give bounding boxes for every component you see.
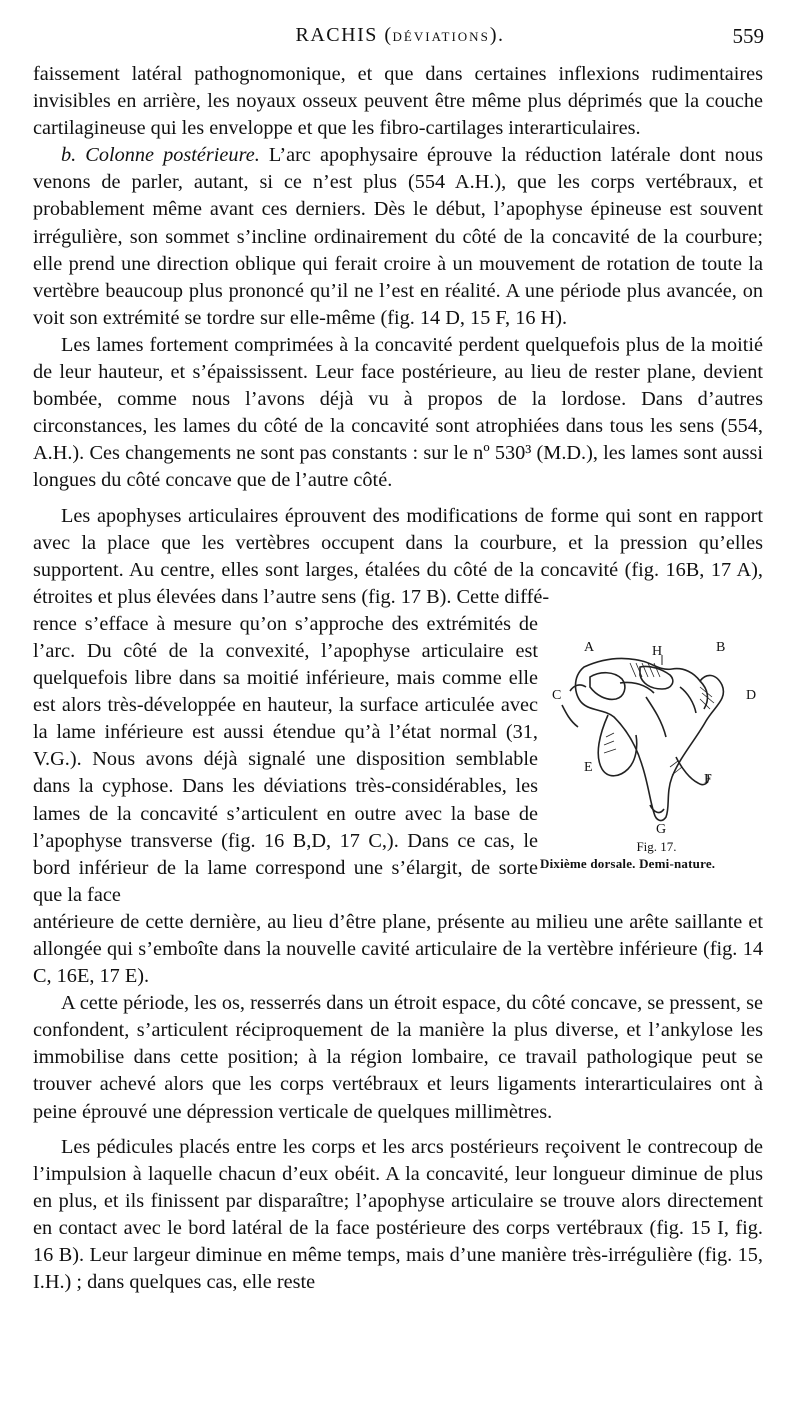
label-e: E — [584, 759, 593, 775]
paragraph-1: faissement latéral pathognomonique, et que dans certaines inflexions rudimentaires invisibles en arrière, les noyaux osseux peuvent être même plus déprimés que la couche cartilagineuse qui les enveloppe et que les fibro-cartilages interarticulaires. — [33, 63, 763, 140]
figure-caption: Dixième dorsale. Demi-nature. — [540, 855, 716, 871]
paragraph-4-wrapped: rence s’efface à mesure qu’on s’approche des extrémités de l’arc. Du côté de la convexité, l’apophyse articulaire est quelquefois libre dans sa moitié inférieure, mais comme elle est alors très-développée en hauteur, la surface articulée avec la lame inférieure est aussi étendue qu’à l’état normal (31, V.G.). Nous avons déjà signalé une disposition semblable dans la cyphose. Dans les déviations très-considérables, les lames de la concavité s’articulent en outre avec la base de l’apophyse transverse (fig. 16 B,D, 17 C,). Dans ce cas, le bord inférieur de la lame correspond une s’élargit, de sorte que la face — [33, 612, 538, 906]
running-title: RACHIS (DÉVIATIONS). — [295, 24, 505, 46]
label-d: D — [746, 687, 757, 703]
figure-17 — [538, 637, 763, 873]
paragraph-2: b. Colonne postérieure. L’arc apophysaire éprouve la réduction latérale dont nous venons de parler, autant, si ce n’est plus (554 A.H.), que les corps vertébraux, et probablement même avant ces derniers. Dès le début, l’apophyse épineuse est souvent irrégulière, son sommet s’incline ordinairement du côté de la concavité de la courbure; elle prend une direction oblique qui ferait croire à un mouvement de rotation de toute la vertèbre beaucoup plus prononcé qu’il ne l’est en réalité. A une période plus avancée, on voit son extrémité se tordre sur elle-même (fig. 14 D, 15 F, 16 H). — [33, 144, 763, 329]
section-label: b. Colonne postérieure. — [61, 144, 260, 167]
figure-wrap-block — [33, 611, 763, 909]
paragraph-4-bottom: antérieure de cette dernière, au lieu d’être plane, présente au milieu une arête saillante et allongée qui s’emboîte dans la nouvelle cavité articulaire de la vertèbre inférieure (fig. 14 C, 16E, 17 E). — [33, 910, 763, 988]
figure-number: Fig. 17. — [636, 838, 677, 854]
paragraph-5: A cette période, les os, resserrés dans un étroit espace, du côté concave, se pressent, se confondent, s’articulent réciproquement de la manière la plus diverse, et l’ankylose les immobilise dans cette position; à la région lombaire, ce travail pathologique peut se trouver achevé alors que les corps vertébraux et leurs ligaments interarticulaires ont à peine éprouvé une dépression verticale de quelques millimètres. — [33, 992, 763, 1123]
label-f: F — [704, 771, 712, 787]
label-a: A — [584, 639, 595, 655]
paragraph-3: Les lames fortement comprimées à la concavité perdent quelquefois plus de la moitié de leur hauteur, et s’épaississent. Leur face postérieure, au lieu de rester plane, devient bombée, comme nous l’avons déjà vu à propos de la lordose. Dans d’autres circonstances, les lames du côté de la concavité sont atrophiées dans tous les sens (554, A.H.). Ces changements ne sont pas constants : sur le nº 530³ (M.D.), les lames sont aussi longues du côté concave que de l’autre côté. — [33, 333, 763, 492]
page-number: 559 — [732, 24, 764, 48]
running-header — [0, 24, 800, 54]
label-h: H — [652, 643, 663, 659]
body-text — [33, 61, 763, 1296]
paragraph-6: Les pédicules placés entre les corps et les arcs postérieurs reçoivent le contrecoup de l’impulsion à laquelle chacun d’eux obéit. A la concavité, leur longueur diminue de plus en plus, et ils finissent par disparaître; l’apophyse articulaire se trouve alors directement en contact avec le bord latéral de la face postérieure des corps vertébraux (fig. 15 I, fig. 16 B). Leur largeur diminue en même temps, mais d’une manière très-irrégulière (fig. 15, I.H.) ; dans quelques cas, elle reste — [33, 1135, 763, 1294]
label-c: C — [552, 687, 562, 703]
label-b: B — [716, 639, 726, 655]
vertebra-drawing — [562, 658, 723, 820]
paragraph-4-top: Les apophyses articulaires éprouvent des modifications de forme qui sont en rapport avec la place que les vertèbres occupent dans la courbure, et la pression qu’elles supportent. Au centre, elles sont larges, étalées du côté de la concavité (fig. 16B, 17 A), étroites et plus élevées dans l’autre sens (fig. 17 B). Cette diffé- — [33, 504, 763, 608]
label-g: G — [656, 821, 667, 835]
vertebra-illustration — [550, 637, 760, 835]
